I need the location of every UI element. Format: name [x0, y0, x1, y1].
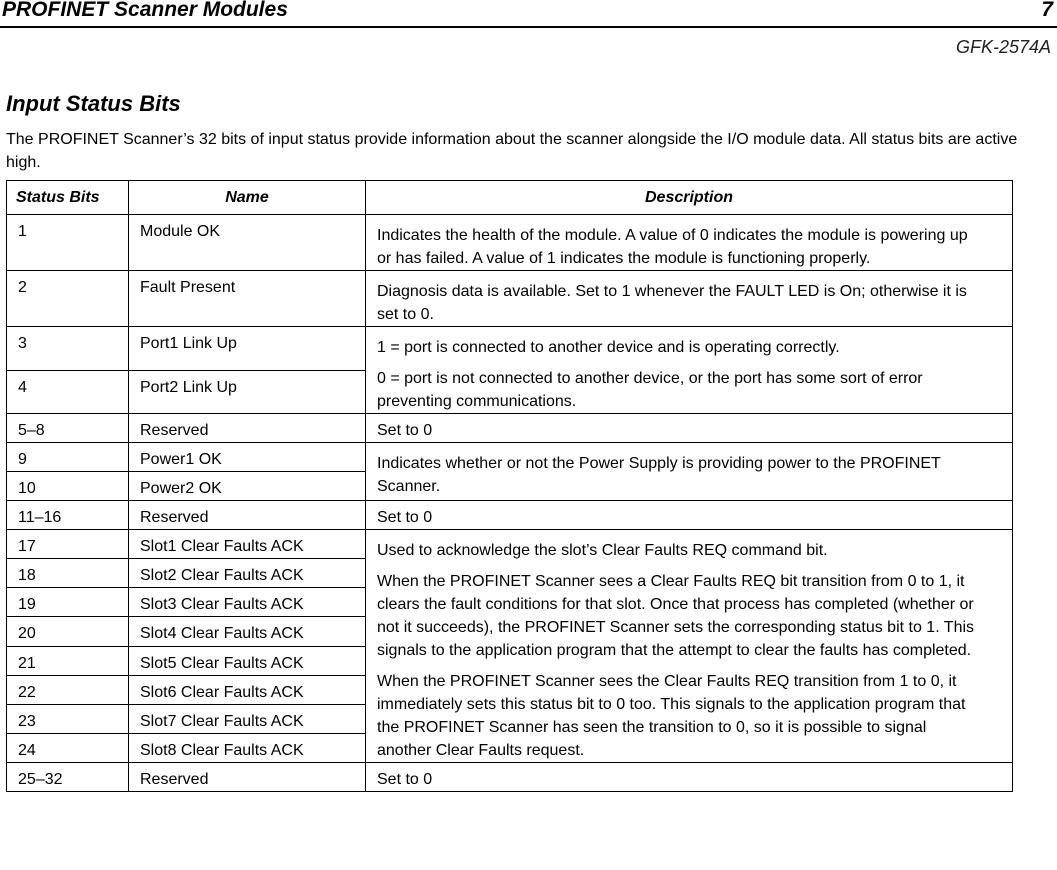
status-bits-cell: 3 [7, 327, 129, 371]
page-header [0, 0, 1057, 28]
status-bits-cell: 24 [7, 733, 129, 762]
table-row [7, 443, 1013, 472]
description-text: 1 = port is connected to another device and is operating correctly. [377, 339, 840, 356]
name-cell: Reserved [129, 414, 366, 443]
description-cell [366, 414, 1013, 443]
description-cell [366, 215, 1013, 271]
description-text: When the PROFINET Scanner sees the Clear Faults REQ transition from 1 to 0, it immediately sets this status bit to 0 too. This signals to the application program that the PROFINET Scanner has seen the transition to 0, so it is possible to signal another Clear Faults request. [377, 673, 966, 759]
description-text: Indicates whether or not the Power Supply is providing power to the PROFINET Scanner. [377, 455, 941, 495]
status-bits-cell: 25–32 [7, 763, 129, 792]
name-cell: Fault Present [129, 271, 366, 327]
description-text: Used to acknowledge the slot’s Clear Faults REQ command bit. [377, 542, 828, 559]
header-name: Name [129, 181, 366, 215]
table-row [7, 501, 1013, 530]
table-row [7, 763, 1013, 792]
header-description: Description [366, 181, 1013, 215]
status-bits-cell: 2 [7, 271, 129, 327]
name-cell: Slot3 Clear Faults ACK [129, 588, 366, 617]
status-bits-cell: 5–8 [7, 414, 129, 443]
header-status-bits: Status Bits [7, 181, 129, 215]
description-cell [366, 763, 1013, 792]
status-bits-cell: 21 [7, 646, 129, 675]
description-cell [366, 501, 1013, 530]
document-id: GFK-2574A [955, 37, 1051, 57]
description-text: Set to 0 [377, 509, 433, 526]
name-cell: Slot1 Clear Faults ACK [129, 530, 366, 559]
name-cell: Slot8 Clear Faults ACK [129, 733, 366, 762]
name-cell: Power1 OK [129, 443, 366, 472]
intro-paragraph: The PROFINET Scanner’s 32 bits of input status provide information about the scanner alongside the I/O module data. All status bits are active high. [6, 131, 1018, 171]
description-cell [366, 530, 1013, 763]
name-cell: Slot5 Clear Faults ACK [129, 646, 366, 675]
header-title: PROFINET Scanner Modules [2, 0, 288, 21]
description-text: Indicates the health of the module. A value of 0 indicates the module is powering up or has failed. A value of 1 indicates the module is functioning properly. [377, 227, 968, 267]
name-cell: Reserved [129, 501, 366, 530]
status-bits-cell: 22 [7, 675, 129, 704]
status-bits-cell: 19 [7, 588, 129, 617]
name-cell: Slot7 Clear Faults ACK [129, 704, 366, 733]
name-cell: Power2 OK [129, 472, 366, 501]
status-bits-cell: 4 [7, 370, 129, 414]
description-cell [366, 443, 1013, 501]
description-text: Set to 0 [377, 422, 433, 439]
description-text: 0 = port is not connected to another device, or the port has some sort of error preventing communications. [377, 370, 923, 410]
name-cell: Reserved [129, 763, 366, 792]
name-cell: Port1 Link Up [129, 327, 366, 371]
name-cell: Slot2 Clear Faults ACK [129, 559, 366, 588]
name-cell: Port2 Link Up [129, 370, 366, 414]
page-number: 7 [1041, 0, 1053, 21]
status-bits-cell: 9 [7, 443, 129, 472]
status-bits-cell: 23 [7, 704, 129, 733]
status-bits-cell: 10 [7, 472, 129, 501]
status-bits-table [6, 180, 1013, 792]
name-cell: Slot4 Clear Faults ACK [129, 617, 366, 646]
section-heading: Input Status Bits [6, 91, 181, 116]
table-row [7, 327, 1013, 371]
description-text: When the PROFINET Scanner sees a Clear Faults REQ bit transition from 0 to 1, it clears the fault conditions for that slot. Once that process has completed (whether or not it succeeds), the PROFINET Scanner sets the corresponding status bit to 1. This signals to the application program that the attempt to clear the faults has completed. [377, 573, 975, 659]
table-row [7, 530, 1013, 559]
table-row [7, 215, 1013, 271]
status-bits-cell: 11–16 [7, 501, 129, 530]
status-bits-cell: 1 [7, 215, 129, 271]
status-bits-cell: 17 [7, 530, 129, 559]
status-bits-cell: 18 [7, 559, 129, 588]
description-text: Set to 0 [377, 771, 433, 788]
name-cell: Slot6 Clear Faults ACK [129, 675, 366, 704]
table-row [7, 414, 1013, 443]
table-row [7, 271, 1013, 327]
name-cell: Module OK [129, 215, 366, 271]
description-cell [366, 271, 1013, 327]
status-bits-cell: 20 [7, 617, 129, 646]
description-cell [366, 327, 1013, 414]
description-text: Diagnosis data is available. Set to 1 whenever the FAULT LED is On; otherwise it is set to 0. [377, 283, 967, 323]
